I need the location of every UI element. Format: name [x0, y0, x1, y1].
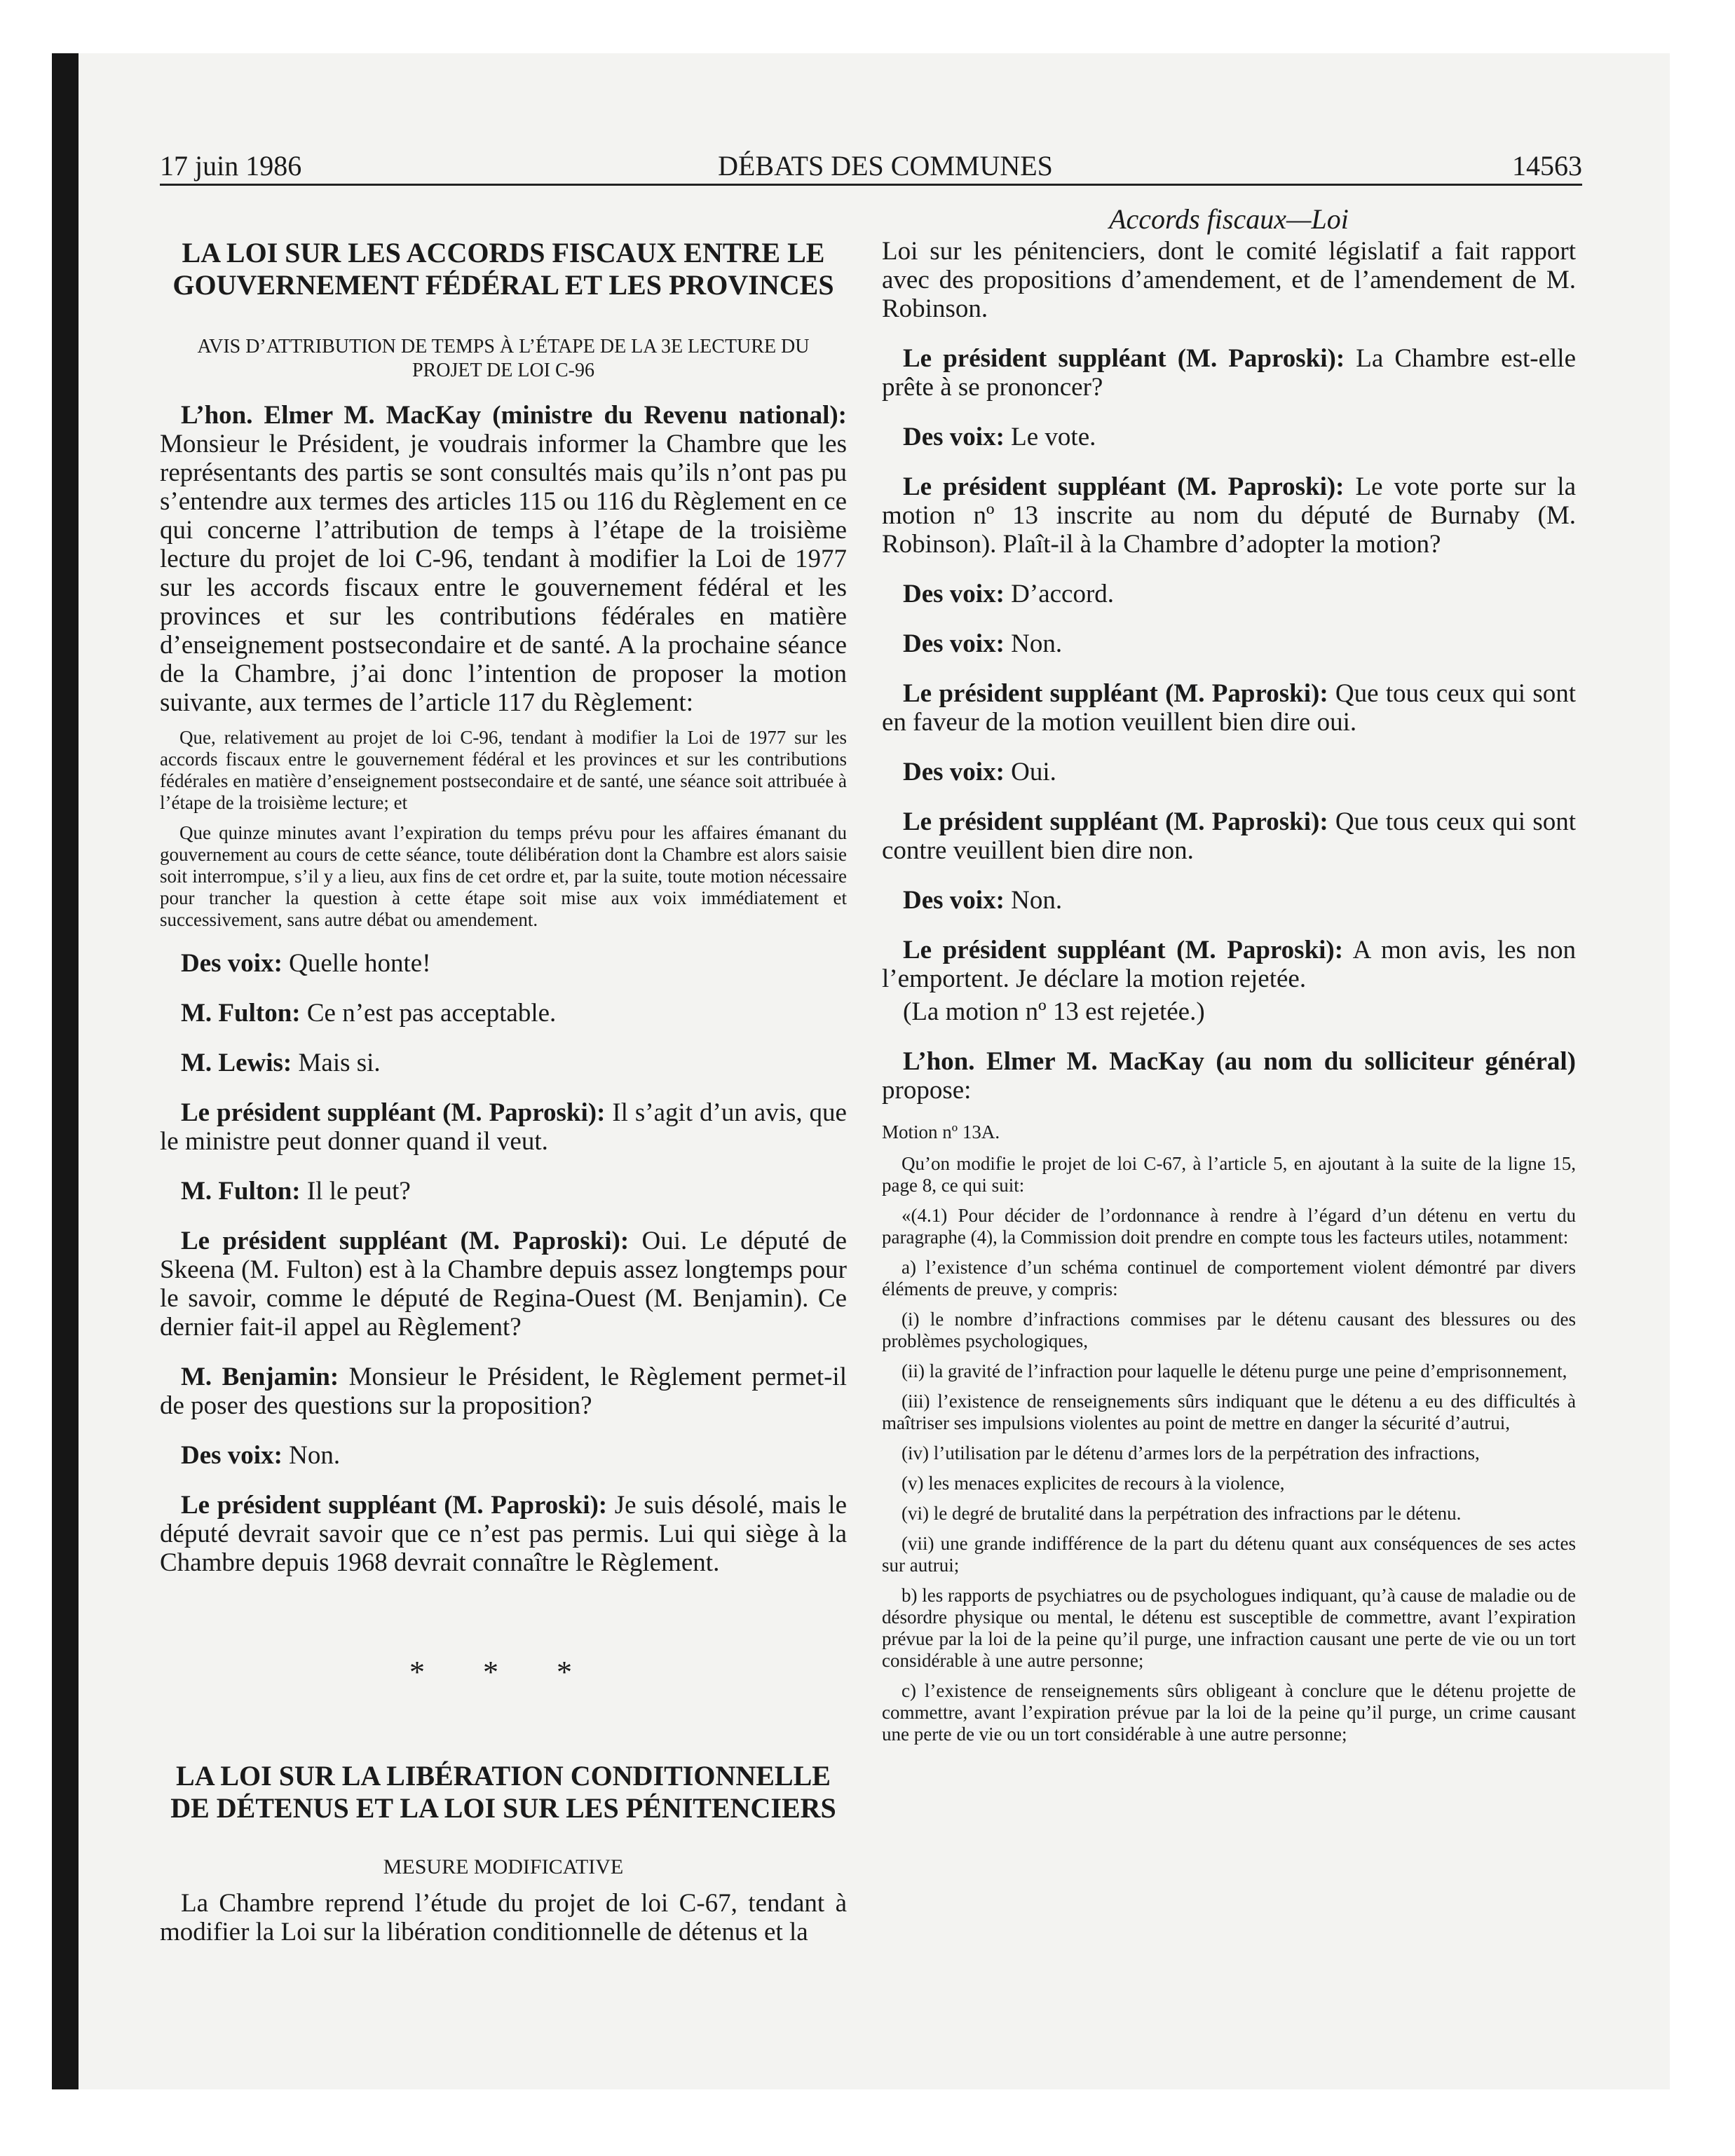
speech-text: propose: — [882, 1076, 972, 1105]
exchange — [882, 344, 1576, 402]
exchange — [882, 580, 1576, 608]
motion-clause: (i) le nombre d’infractions commises par le détenu causant des blessures ou des problèmes psychologiques, — [882, 1309, 1576, 1351]
exchange — [160, 1098, 847, 1156]
motion-clause: (vii) une grande indifférence de la part du détenu quant aux conséquences de ses actes sur autrui; — [882, 1533, 1576, 1576]
exchange — [882, 886, 1576, 915]
exchange — [882, 936, 1576, 993]
exchange — [160, 1227, 847, 1342]
motion-clause: (v) les menaces explicites de recours à la violence, — [901, 1473, 1285, 1494]
motion-clause: «(4.1) Pour décider de l’ordonnance à rendre à l’égard d’un détenu en vertu du paragraphe (4), la Commission doit prendre en compte tous les facteurs utiles, notamment: — [882, 1205, 1576, 1248]
speech-text: Que tous ceux qui sont contre veuillent bien dire non. — [882, 807, 1576, 865]
speaker-name: Le président suppléant (M. Paproski): — [903, 807, 1328, 836]
section-subheading: MESURE MODIFICATIVE — [383, 1855, 624, 1878]
speech-text: Oui. — [1011, 758, 1056, 786]
speaker-name: Des voix: — [903, 886, 1005, 915]
speaker-name: Des voix: — [903, 423, 1005, 451]
speaker-name: Le président suppléant (M. Paproski): — [903, 472, 1345, 501]
speaker-name: Le président suppléant (M. Paproski): — [181, 1491, 608, 1520]
speech-text: Oui. Le député de Skeena (M. Fulton) est à la Chambre depuis assez longtemps pour le savoir, comme le député de Regina-Ouest (M. Benjamin). Ce dernier fait-il appel au Règlement? — [160, 1227, 847, 1342]
section-separator: * * * — [409, 1655, 597, 1689]
exchange — [882, 758, 1576, 786]
section-title-fiscal: LA LOI SUR LES ACCORDS FISCAUX ENTRE LE GOUVERNEMENT FÉDÉRAL ET LES PROVINCES — [172, 237, 834, 301]
exchange — [882, 629, 1576, 658]
exchange — [160, 999, 847, 1028]
section-intro: La Chambre reprend l’étude du projet de loi C-67, tendant à modifier la Loi sur la libération conditionnelle de détenus et la — [160, 1889, 847, 1946]
speech-text: Il s’agit d’un avis, que le ministre peut donner quand il veut. — [160, 1098, 847, 1156]
motion-clause: c) l’existence de renseignements sûrs obligeant à conclure que le détenu projette de commettre, avant l’expiration prévue par la loi de la peine qu’il purge, un crime causant une perte de vie ou un tort considérable à une autre personne; — [882, 1680, 1576, 1745]
speech-text: Mais si. — [298, 1049, 381, 1077]
header-rule — [160, 184, 1582, 186]
motion-paragraph: Que, relativement au projet de loi C-96, tendant à modifier la Loi de 1977 sur les accords fiscaux entre le gouvernement fédéral et les provinces et sur les contributions fédérales en matière d’enseignement postsecondaire et de santé, une séance soit attribuée à l’étape de la troisième lecture; et — [160, 727, 847, 813]
speech-text: Non. — [289, 1441, 341, 1470]
mackay-motion — [882, 1047, 1576, 1105]
speaker-name: M. Fulton: — [181, 1177, 301, 1206]
notice-heading: AVIS D’ATTRIBUTION DE TEMPS À L’ÉTAPE DE LA 3E LECTURE DU PROJET DE LOI C-96 — [197, 336, 810, 381]
motion-clause: (iii) l’existence de renseignements sûrs indiquant que le détenu a eu des difficultés à maîtriser ses impulsions violentes au point de mettre en danger la sécurité d’autrui, — [882, 1391, 1576, 1433]
speaker-name: Le président suppléant (M. Paproski): — [903, 344, 1345, 373]
speaker-name: Le président suppléant (M. Paproski): — [181, 1227, 630, 1255]
header-page-number: 14563 — [1512, 150, 1582, 182]
speech-text: Non. — [1011, 629, 1063, 658]
running-head: Accords fiscaux—Loi — [1109, 203, 1349, 235]
speaker-name: L’hon. Elmer M. MacKay (ministre du Revenu national): — [181, 401, 847, 430]
speaker-name: Des voix: — [181, 949, 283, 978]
motion-intro: Qu’on modifie le projet de loi C-67, à l’article 5, en ajoutant à la suite de la ligne 15, page 8, ce qui suit: — [882, 1153, 1576, 1196]
section-title-parole: LA LOI SUR LA LIBÉRATION CONDITIONNELLE DE DÉTENUS ET LA LOI SUR LES PÉNITENCIERS — [170, 1760, 836, 1824]
exchange — [160, 949, 847, 978]
exchange — [882, 472, 1576, 559]
speech-text: Le vote. — [1011, 423, 1096, 451]
ruling-text: (La motion nº 13 est rejetée.) — [903, 997, 1205, 1026]
speech-text: Ce n’est pas acceptable. — [306, 999, 557, 1028]
speaker-name: Des voix: — [903, 580, 1005, 608]
speech-text: La Chambre est-elle prête à se prononcer? — [882, 344, 1576, 402]
motion-clause: b) les rapports de psychiatres ou de psychologues indiquant, qu’à cause de maladie ou de désordre physique ou mental, le détenu est susceptible de commettre, avant l’expiration prévue par la loi de la peine qu’il purge, une infraction causant une perte de vie ou un tort considérable à une autre personne; — [882, 1585, 1576, 1671]
motion-paragraph: Que quinze minutes avant l’expiration du temps prévu pour les affaires émanant du gouvernement au cours de cette séance, toute délibération dont la Chambre est alors saisie soit interrompue, s’il y a lieu, aux fins de cet ordre et, par la suite, toute motion nécessaire pour trancher la question à cette étape soit mise aux voix immédiatement et successivement, sans autre débat ou amendement. — [160, 822, 847, 930]
speech-text: Non. — [1011, 886, 1063, 915]
speaker-name: Des voix: — [903, 629, 1005, 658]
motion-label: Motion nº 13A. — [882, 1121, 1000, 1142]
continuation-text: Loi sur les pénitenciers, dont le comité législatif a fait rapport avec des propositions d’amendement, et de l’amendement de M. Robinson. — [882, 237, 1576, 323]
scan-border — [52, 53, 79, 2089]
motion-clause: (iv) l’utilisation par le détenu d’armes lors de la perpétration des infractions, — [901, 1442, 1480, 1464]
speech-text: Je suis désolé, mais le député devrait savoir que ce n’est pas permis. Lui qui siège à la Chambre depuis 1968 devrait connaître le Règlement. — [160, 1491, 847, 1577]
exchange — [882, 807, 1576, 865]
speaker-name: M. Lewis: — [181, 1049, 292, 1077]
speech-text: D’accord. — [1011, 580, 1115, 608]
speaker-name: L’hon. Elmer M. MacKay (au nom du solliciteur général) — [903, 1047, 1576, 1076]
exchange — [160, 1441, 847, 1470]
motion-clause: (vi) le degré de brutalité dans la perpétration des infractions par le détenu. — [901, 1503, 1462, 1524]
speech-text: Monsieur le Président, le Règlement permet-il de poser des questions sur la proposition? — [160, 1363, 847, 1420]
exchange — [882, 423, 1576, 451]
speaker-name: M. Fulton: — [181, 999, 301, 1028]
mackay-statement — [160, 401, 847, 717]
header-publication: DÉBATS DES COMMUNES — [718, 150, 1053, 182]
speaker-name: M. Benjamin: — [181, 1363, 339, 1391]
speech-text: A mon avis, les non l’emportent. Je déclare la motion rejetée. — [882, 936, 1576, 993]
exchange — [160, 1363, 847, 1420]
speaker-name: Le président suppléant (M. Paproski): — [181, 1098, 606, 1127]
header-date: 17 juin 1986 — [160, 150, 302, 182]
speech-text: Le vote porte sur la motion nº 13 inscrite au nom du député de Burnaby (M. Robinson). Plaît-il à la Chambre d’adopter la motion? — [882, 472, 1577, 559]
exchange — [882, 679, 1576, 737]
speech-text: Que tous ceux qui sont en faveur de la motion veuillent bien dire oui. — [882, 679, 1576, 737]
speaker-name: Le président suppléant (M. Paproski): — [903, 936, 1344, 964]
left-column — [160, 203, 847, 1967]
speaker-name: Des voix: — [181, 1441, 283, 1470]
speaker-name: Des voix: — [903, 758, 1005, 786]
speech-text: Quelle honte! — [289, 949, 431, 978]
exchange — [160, 1491, 847, 1577]
motion-clause: (ii) la gravité de l’infraction pour laquelle le détenu purge une peine d’emprisonnement, — [901, 1360, 1567, 1381]
right-column — [882, 203, 1576, 1754]
header-publication-wrap — [718, 150, 1053, 182]
speech-text: Il le peut? — [306, 1177, 411, 1206]
exchange — [160, 1049, 847, 1077]
motion-clause: a) l’existence d’un schéma continuel de comportement violent démontré par divers éléments de preuve, y compris: — [882, 1257, 1576, 1299]
exchange — [160, 1177, 847, 1206]
speaker-name: Le président suppléant (M. Paproski): — [903, 679, 1328, 708]
speech-text: Monsieur le Président, je voudrais informer la Chambre que les représentants des partis se sont consultés mais qu’ils n’ont pas pu s’entendre aux termes des articles 115 ou 116 du Règlement en ce qui concerne l’attribution de temps à l’étape de la troisième lecture du projet de loi C-96, tendant à modifier la Loi de 1977 sur les accords fiscaux entre le gouvernement fédéral et les provinces et sur les contributions fédérales en matière d’enseignement postsecondaire et de santé. A la prochaine séance de la Chambre, j’ai donc l’intention de proposer la motion suivante, aux termes de l’article 117 du Règlement: — [160, 430, 847, 717]
